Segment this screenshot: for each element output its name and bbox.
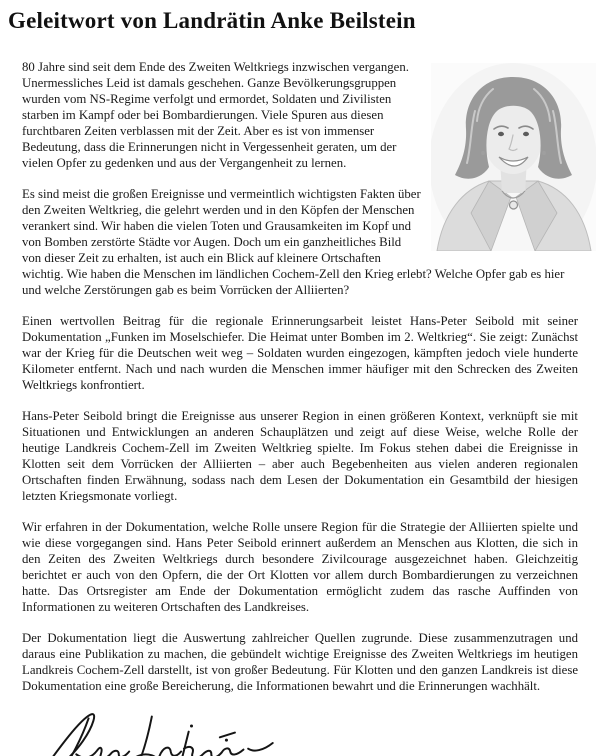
body-paragraph: Der Dokumentation liegt die Auswertung zahlreicher Quellen zugrunde. Diese zusammenzutragen und daraus eine Publikation zu machen, die gebündelt wichtige Ereignisse des Zweiten Weltkriegs im heutigen Landkreis Cochem-Zell darstellt, ist von großer Bedeutung. Für Klotten und den ganzen Landkreis ist diese Dokumentation eine große Bereicherung, die Informationen bewahrt und die Erinnerungen wachhält. <box>22 631 578 693</box>
document-body <box>22 59 578 694</box>
signature-handwriting <box>30 709 285 756</box>
body-paragraph: Wir erfahren in der Dokumentation, welche Rolle unsere Region für die Strategie der Alliierten spielte und wie diese vorgegangen sind. Hans Peter Seibold erinnert außerdem an Menschen aus Klotten, die sich in den Zeiten des Zweiten Weltkriegs durch besondere Zivilcourage ausgezeichnet haben. Gleichzeitig berichtet er auch von den Opfern, die der Ort Klotten vor allem durch Bombardierungen zu verzeichnen hatte. Das Ortsregister am Ende der Dokumentation ermöglicht zudem das rasche Auffinden von Informationen zu weiteren Ortschaften des Landkreises. <box>22 520 578 614</box>
body-paragraph: Einen wertvollen Beitrag für die regionale Erinnerungsarbeit leistet Hans-Peter Seibold mit seiner Dokumentation „Funken im Moselschiefer. Die Heimat unter Bomben im 2. Weltkrieg“. Sie zeigt: Zunächst war der Krieg für die Deutschen weit weg – Soldaten wurden eingezogen, kämpften jedoch viele hunderte Kilometer entfernt. Nach und nach wurden die Menschen immer häufiger mit den Schrecken des Zweiten Weltkriegs konfrontiert. <box>22 314 578 392</box>
page-title: Geleitwort von Landrätin Anke Beilstein <box>8 8 416 33</box>
body-paragraph: Hans-Peter Seibold bringt die Ereignisse aus unserer Region in einen größeren Kontext, verknüpft sie mit Situationen und Entwicklungen an anderen Schauplätzen und zeigt auf diese Weise, welche Rolle der heutige Landkreis Cochem-Zell im Zweiten Weltkrieg spielte. Im Fokus stehen dabei die Ereignisse in Klotten seit dem Vorrücken der Alliierten – aber auch Begebenheiten aus vielen anderen regionalen Ortschaften finden Erwähnung, sodass nach dem Lesen der Dokumentation ein Gesamtbild der hiesigen letzten Kriegsmonate vorliegt. <box>22 409 578 503</box>
signature <box>30 709 600 756</box>
portrait-photo-image <box>431 63 596 251</box>
portrait-photo <box>431 63 596 251</box>
body-paragraph: Es sind meist die großen Ereignisse und vermeintlich wichtigsten Fakten über den Zweiten Weltkrieg, die gelehrt werden und in den Köpfen der Menschen verankert sind. Wir haben die vielen Toten und Grausamkeiten im Kopf und von Bomben zerstörte Städte vor Augen. Doch um ein ganzheitliches Bild von dieser Zeit zu erhalten, ist auch ein Blick auf kleinere Ortschaften wichtig. Wie haben die Menschen im ländlichen Cochem-Zell den Krieg erlebt? Welche Opfer gab es hier und welche Zerstörungen gab es beim Vorrücken der Alliierten? <box>22 187 565 297</box>
body-paragraph: 80 Jahre sind seit dem Ende des Zweiten Weltkriegs inzwischen vergangen. Unermessliches Leid ist damals geschehen. Ganze Bevölkerungsgruppen wurden vom NS-Regime verfolgt und ermordet, Soldaten und Zivilisten starben im Kampf oder bei Bombardierungen. Viele Spuren aus diesen furchtbaren Zeiten verblassen mit der Zeit. Aber es ist von immenser Bedeutung, dass die Erinnerungen nicht in Vergessenheit geraten, um der vielen Opfer zu gedenken und aus der Vergangenheit zu lernen. <box>22 60 409 170</box>
